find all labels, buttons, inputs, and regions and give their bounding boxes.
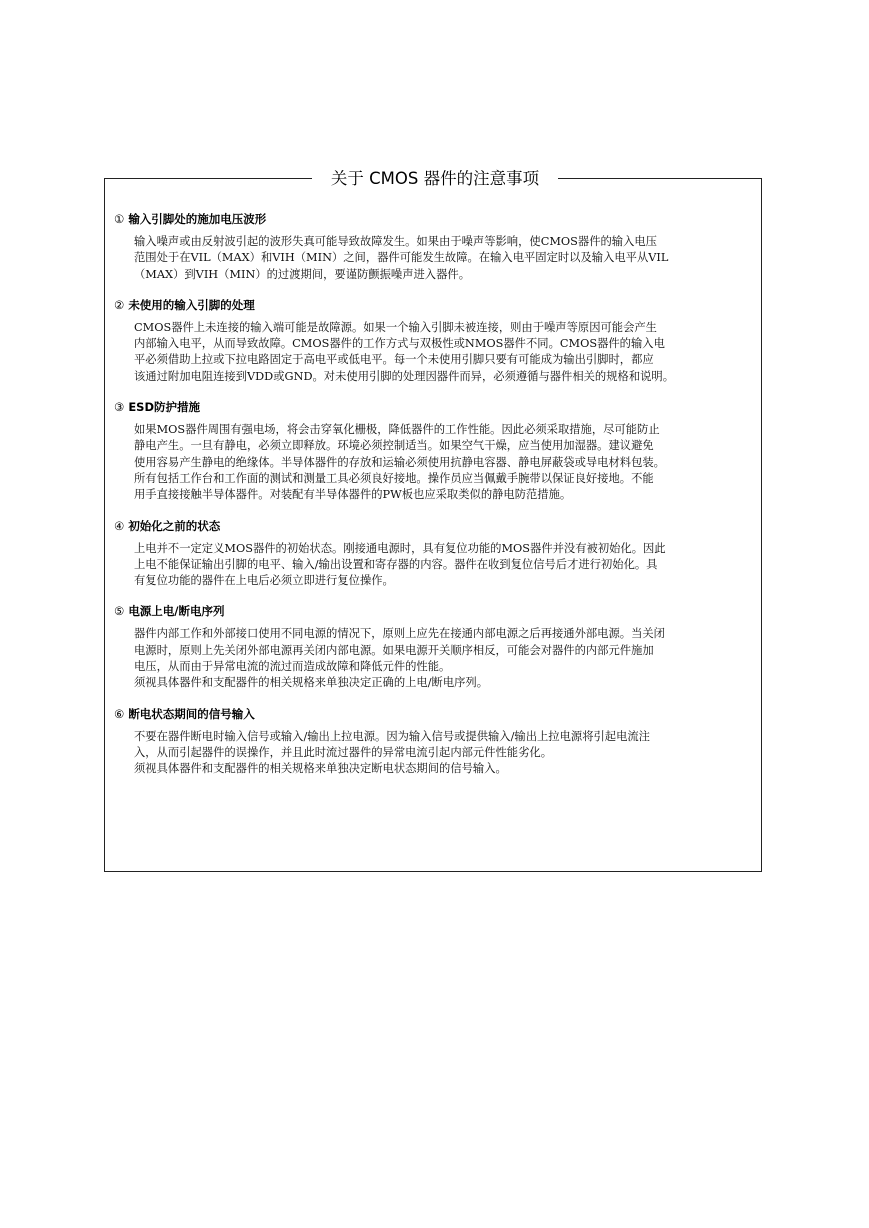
section-title: 电源上电/断电序列	[128, 604, 225, 619]
section-number: ①	[114, 212, 125, 226]
notice-content	[114, 211, 750, 792]
section-power-sequence	[114, 603, 750, 691]
paragraph-line: 如果MOS器件周围有强电场，将会击穿氧化栅极，降低器件的工作性能。因此必须采取措施，尽可能防止	[134, 423, 660, 437]
paragraph-line: 有复位功能的器件在上电后必须立即进行复位操作。	[134, 574, 394, 588]
paragraph-line: 上电不能保证输出引脚的电平、输入/输出设置和寄存器的内容。器件在收到复位信号后才进行初始化。具	[134, 557, 658, 571]
section-heading	[114, 297, 750, 313]
section-input-waveform	[114, 211, 750, 283]
section-number: ⑤	[114, 604, 125, 619]
section-number: ⑥	[114, 706, 125, 721]
page-title: 关于 CMOS 器件的注意事项	[312, 166, 558, 192]
paragraph-line: 须视具体器件和支配器件的相关规格来单独决定断电状态期间的信号输入。	[134, 762, 507, 776]
paragraph-line: 所有包括工作台和工作面的测试和测量工具必须良好接地。操作员应当佩戴手腕带以保证良好接地。不能	[134, 471, 654, 485]
section-heading	[114, 706, 750, 722]
section-title: 输入引脚处的施加电压波形	[128, 212, 267, 226]
paragraph-line: 电压，从而由于异常电流的流过而造成故障和降低元件的性能。	[134, 660, 451, 674]
paragraph-line: 不要在器件断电时输入信号或输入/输出上拉电源。因为输入信号或提供输入/输出上拉电源将引起电流注	[134, 729, 650, 743]
paragraph-line: 电源时，原则上先关闭外部电源再关闭内部电源。如果电源开关顺序相反，可能会对器件的内部元件施加	[134, 643, 654, 657]
paragraph-line: 用手直接接触半导体器件。对装配有半导体器件的PW板也应采取类似的静电防范措施。	[134, 488, 572, 502]
section-heading	[114, 518, 750, 534]
paragraph-line: 输入噪声或由反射波引起的波形失真可能导致故障发生。如果由于噪声等影响，使CMOS器件的输入电压	[134, 235, 657, 248]
section-esd	[114, 399, 750, 503]
section-title: ESD防护措施	[128, 400, 200, 415]
section-init-state	[114, 518, 750, 590]
section-title: 初始化之前的状态	[128, 518, 221, 533]
section-heading	[114, 399, 750, 415]
section-number: ④	[114, 518, 125, 533]
section-title: 未使用的输入引脚的处理	[128, 297, 255, 312]
section-power-off-input	[114, 706, 750, 778]
paragraph-line: （MAX）到VIH（MIN）的过渡期间，要谨防颤振噪声进入器件。	[134, 267, 470, 281]
paragraph-line: 上电并不一定定义MOS器件的初始状态。刚接通电源时，具有复位功能的MOS器件并没有被初始化。因此	[134, 541, 666, 555]
section-heading	[114, 603, 750, 619]
paragraph-line: 内部输入电平，从而导致故障。CMOS器件的工作方式与双极性或NMOS器件不同。CMOS器件的输入电	[134, 337, 665, 351]
paragraph-line: 器件内部工作和外部接口使用不同电源的情况下，原则上应先在接通内部电源之后再接通外部电源。当关闭	[134, 627, 665, 641]
paragraph-line: 须视具体器件和支配器件的相关规格来单独决定正确的上电/断电序列。	[134, 676, 489, 690]
paragraph-line: 该通过附加电阻连接到VDD或GND。对未使用引脚的处理因器件而异，必须遵循与器件相关的规格和说明。	[134, 369, 675, 383]
section-number: ②	[114, 297, 125, 312]
paragraph-line: 静电产生。一旦有静电，必须立即释放。环境必须控制适当。如果空气干燥，应当使用加湿器。建议避免	[134, 439, 654, 453]
section-unused-pins	[114, 297, 750, 385]
section-heading	[114, 211, 750, 227]
paragraph-line: CMOS器件上未连接的输入端可能是故障源。如果一个输入引脚未被连接，则由于噪声等原因可能会产生	[134, 320, 657, 334]
paragraph-line: 范围处于在VIL（MAX）和VIH（MIN）之间，器件可能发生故障。在输入电平固定时以及输入电平从VIL	[134, 251, 669, 265]
section-title: 断电状态期间的信号输入	[128, 706, 255, 721]
section-number: ③	[114, 400, 125, 415]
paragraph-line: 入，从而引起器件的误操作，并且此时流过器件的异常电流引起内部元件性能劣化。	[134, 745, 552, 759]
paragraph-line: 使用容易产生静电的绝缘体。半导体器件的存放和运输必须使用抗静电容器、静电屏蔽袋或导电材料包装。	[134, 455, 665, 469]
paragraph-line: 平必须借助上拉或下拉电路固定于高电平或低电平。每一个未使用引脚只要有可能成为输出引脚时，都应	[134, 353, 654, 367]
